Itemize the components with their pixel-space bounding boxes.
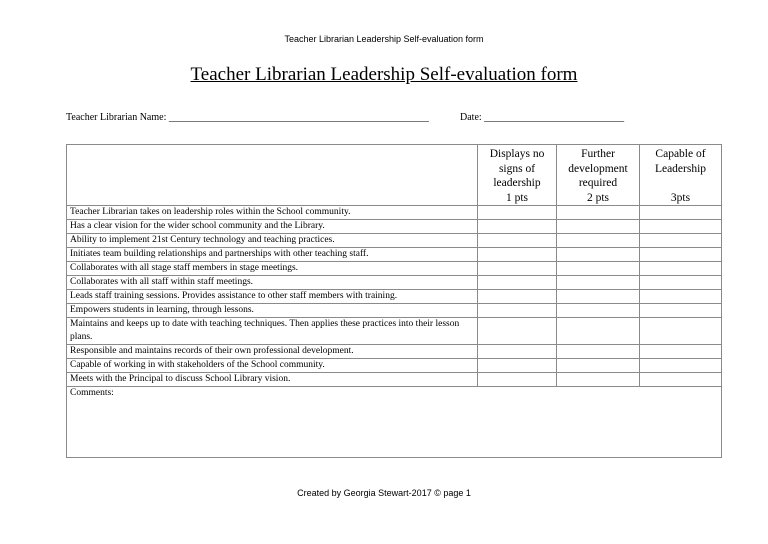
rating-cell-1pt[interactable] [478, 206, 557, 220]
table-row [67, 318, 722, 345]
evaluation-table [66, 144, 722, 458]
table-header-row [67, 145, 722, 206]
rating-cell-3pt[interactable] [640, 304, 722, 318]
rating-cell-2pt[interactable] [557, 373, 640, 387]
rating-cell-3pt[interactable] [640, 345, 722, 359]
rating-cell-3pt[interactable] [640, 234, 722, 248]
rating-cell-1pt[interactable] [478, 276, 557, 290]
rating-cell-3pt[interactable] [640, 276, 722, 290]
rating-cell-1pt[interactable] [478, 290, 557, 304]
rating-cell-2pt[interactable] [557, 290, 640, 304]
info-row [66, 112, 726, 123]
criterion-text: Has a clear vision for the wider school community and the Library. [67, 220, 478, 234]
scale-header-line [643, 176, 718, 191]
scale-header-3pt [640, 145, 722, 206]
scale-header-line: Further [581, 148, 615, 160]
criterion-text: Ability to implement 21st Century technology and teaching practices. [67, 234, 478, 248]
table-row [67, 206, 722, 220]
rating-cell-3pt[interactable] [640, 318, 722, 345]
rating-cell-1pt[interactable] [478, 234, 557, 248]
rating-cell-3pt[interactable] [640, 220, 722, 234]
table-row [67, 345, 722, 359]
criterion-text: Collaborates with all stage staff members in stage meetings. [67, 262, 478, 276]
comments-row [67, 387, 722, 458]
rating-cell-2pt[interactable] [557, 262, 640, 276]
criterion-text: Capable of working in with stakeholders of the School community. [67, 359, 478, 373]
rating-cell-3pt[interactable] [640, 373, 722, 387]
table-row [67, 304, 722, 318]
table-row [67, 220, 722, 234]
criterion-text: Empowers students in learning, through lessons. [67, 304, 478, 318]
rating-cell-3pt[interactable] [640, 248, 722, 262]
rating-cell-2pt[interactable] [557, 276, 640, 290]
rating-cell-3pt[interactable] [640, 262, 722, 276]
rating-cell-3pt[interactable] [640, 206, 722, 220]
rating-cell-1pt[interactable] [478, 262, 557, 276]
scale-header-line: required [578, 177, 618, 189]
rating-cell-1pt[interactable] [478, 373, 557, 387]
rating-cell-2pt[interactable] [557, 206, 640, 220]
rating-cell-1pt[interactable] [478, 345, 557, 359]
table-row [67, 359, 722, 373]
librarian-name-field[interactable]: Teacher Librarian Name: ____________________________________________________ [66, 112, 429, 123]
table-row [67, 373, 722, 387]
criterion-text: Teacher Librarian takes on leadership roles within the School community. [67, 206, 478, 220]
rating-cell-2pt[interactable] [557, 318, 640, 345]
rating-cell-2pt[interactable] [557, 248, 640, 262]
table-row [67, 234, 722, 248]
scale-header-line: leadership [493, 177, 541, 189]
scale-header-line: Capable of [655, 148, 706, 160]
scale-header-line: Leadership [654, 162, 707, 175]
criterion-text: Initiates team building relationships and partnerships with other teaching staff. [67, 248, 478, 262]
criterion-text: Maintains and keeps up to date with teaching techniques. Then applies these practices into their lesson plans. [67, 318, 478, 345]
scale-header-line: signs of [498, 162, 536, 175]
rating-cell-3pt[interactable] [640, 290, 722, 304]
criteria-header-cell [67, 145, 478, 206]
scale-header-points: 3pts [670, 191, 691, 204]
scale-header-line: development [568, 162, 628, 175]
rating-cell-1pt[interactable] [478, 220, 557, 234]
rating-cell-3pt[interactable] [640, 359, 722, 373]
scale-header-1pt [478, 145, 557, 206]
rating-cell-2pt[interactable] [557, 359, 640, 373]
rating-cell-1pt[interactable] [478, 359, 557, 373]
rating-cell-2pt[interactable] [557, 220, 640, 234]
criterion-text: Meets with the Principal to discuss School Library vision. [67, 373, 478, 387]
table-row [67, 248, 722, 262]
rating-cell-2pt[interactable] [557, 234, 640, 248]
scale-header-points: 1 pts [505, 191, 529, 204]
page-header: Teacher Librarian Leadership Self-evaluation form [284, 34, 484, 44]
criterion-text: Collaborates with all staff within staff meetings. [67, 276, 478, 290]
table-row [67, 290, 722, 304]
comments-field[interactable] [67, 387, 722, 458]
date-field[interactable]: Date: ____________________________ [460, 112, 625, 123]
rating-cell-1pt[interactable] [478, 304, 557, 318]
criterion-text: Responsible and maintains records of their own professional development. [67, 345, 478, 359]
table-row [67, 276, 722, 290]
criterion-text: Leads staff training sessions. Provides assistance to other staff members with training. [67, 290, 478, 304]
comments-label: Comments: [70, 388, 114, 398]
page-title: Teacher Librarian Leadership Self-evaluation form [190, 64, 578, 85]
scale-header-points: 2 pts [586, 191, 610, 204]
rating-cell-1pt[interactable] [478, 248, 557, 262]
rating-cell-2pt[interactable] [557, 304, 640, 318]
table-row [67, 262, 722, 276]
scale-header-2pt [557, 145, 640, 206]
scale-header-line: Displays no [489, 148, 545, 160]
rating-cell-1pt[interactable] [478, 318, 557, 345]
page-footer: Created by Georgia Stewart-2017 © page 1 [297, 488, 471, 498]
rating-cell-2pt[interactable] [557, 345, 640, 359]
